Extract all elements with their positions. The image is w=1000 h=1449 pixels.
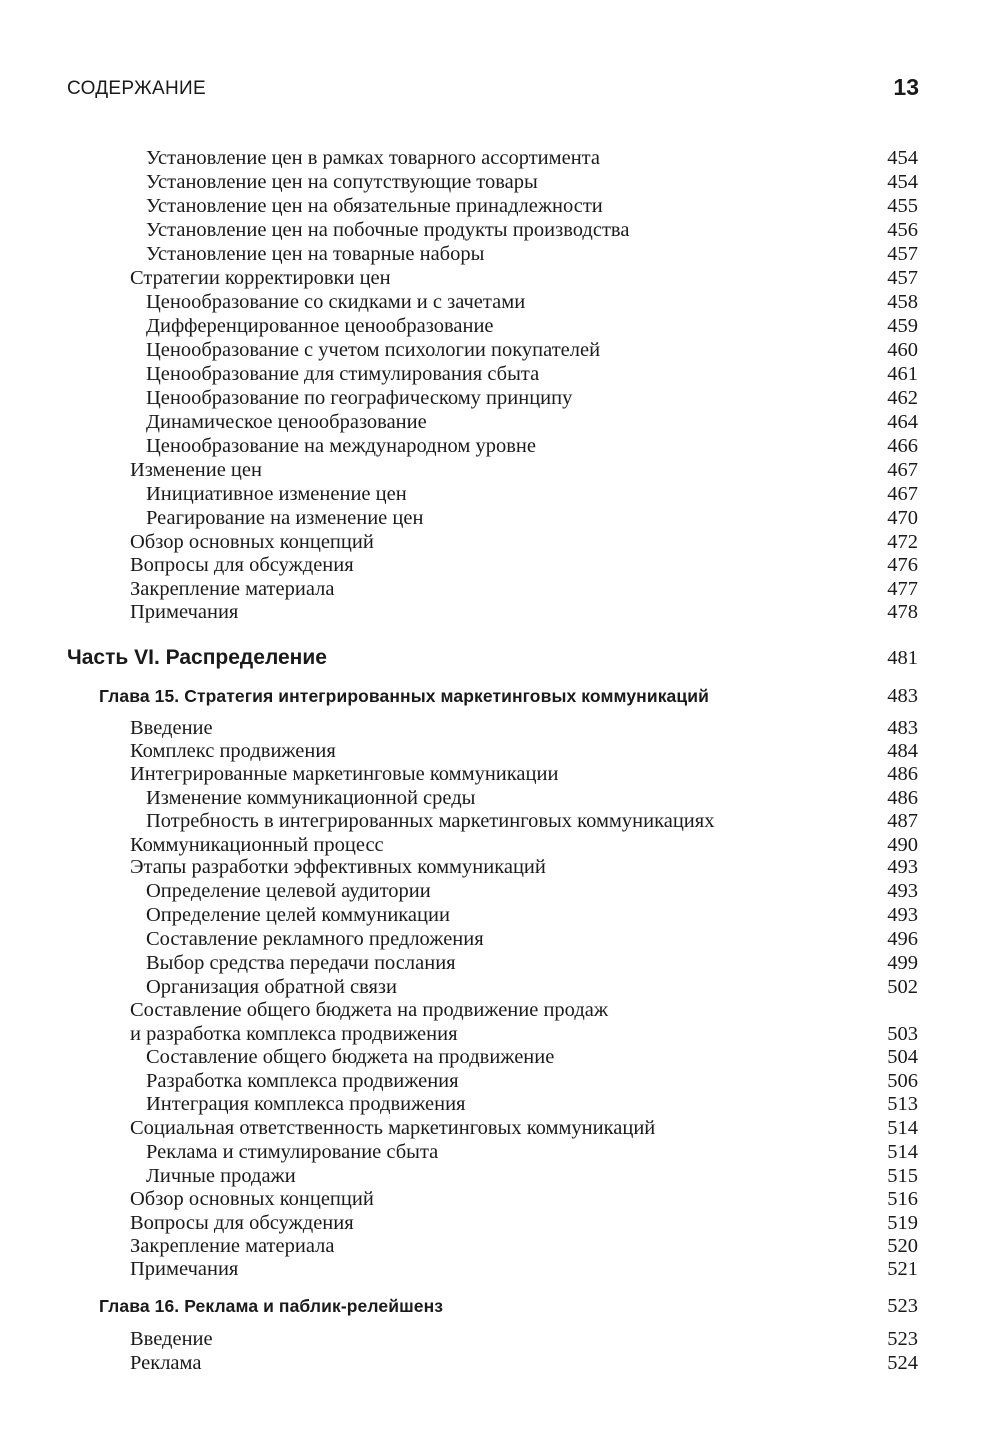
toc-entry-title: Интегрированные маркетинговые коммуникации bbox=[130, 763, 559, 785]
toc-entry-title: Потребность в интегрированных маркетинговых коммуникациях bbox=[146, 810, 715, 832]
toc-entry-title: Примечания bbox=[130, 601, 239, 623]
toc-entry-page: 481 bbox=[887, 647, 918, 669]
toc-entry-page: 476 bbox=[887, 554, 918, 576]
toc-entry-title: Ценообразование на международном уровне bbox=[146, 435, 537, 457]
toc-entry-title: Определение целей коммуникации bbox=[146, 904, 450, 926]
toc-entry-sub bbox=[146, 1045, 918, 1069]
toc-entry bbox=[130, 1022, 918, 1046]
toc-entry-page: 458 bbox=[887, 291, 918, 313]
toc-entry-page: 503 bbox=[887, 1023, 918, 1045]
toc-entry-page: 483 bbox=[887, 717, 918, 739]
toc-entry-title: Установление цен на побочные продукты производства bbox=[146, 219, 630, 241]
toc-entry-sub bbox=[146, 809, 918, 833]
toc-entry-title: Комплекс продвижения bbox=[130, 740, 336, 762]
toc-entry-sub bbox=[146, 194, 918, 218]
toc-entry-page: 490 bbox=[887, 834, 918, 856]
toc-entry bbox=[130, 762, 918, 786]
toc-entry-sub bbox=[146, 482, 918, 506]
toc-entry-title: Обзор основных концепций bbox=[130, 531, 374, 553]
toc-entry bbox=[130, 266, 918, 290]
toc-entry-title: Составление общего бюджета на продвижение bbox=[146, 1046, 555, 1068]
toc-entry-page: 467 bbox=[887, 483, 918, 505]
toc-entry bbox=[130, 458, 918, 482]
toc-entry bbox=[130, 1351, 918, 1375]
toc-entry-sub bbox=[146, 975, 918, 999]
toc-entry-title: Инициативное изменение цен bbox=[146, 483, 407, 505]
toc-entry-title: Примечания bbox=[130, 1258, 239, 1280]
toc-entry-title: Ценообразование для стимулирования сбыта bbox=[146, 363, 540, 385]
toc-entry-title: Выбор средства передачи послания bbox=[146, 952, 456, 974]
toc-chapter-heading bbox=[99, 1294, 918, 1318]
toc-entry-page: 524 bbox=[887, 1352, 918, 1374]
toc-entry-sub bbox=[146, 290, 918, 314]
toc-entry-title: Ценообразование с учетом психологии покупателей bbox=[146, 339, 601, 361]
toc-entry-sub bbox=[146, 434, 918, 458]
toc-entry-title: Социальная ответственность маркетинговых коммуникаций bbox=[130, 1117, 656, 1139]
toc-entry-page: 486 bbox=[887, 787, 918, 809]
toc-entry-page: 506 bbox=[887, 1070, 918, 1092]
toc-entry-title: Разработка комплекса продвижения bbox=[146, 1070, 459, 1092]
toc-entry-page: 454 bbox=[887, 147, 918, 169]
toc-entry bbox=[130, 833, 918, 857]
toc-entry-page: 459 bbox=[887, 315, 918, 337]
toc-entry-sub bbox=[146, 927, 918, 951]
toc-entry-page: 496 bbox=[887, 928, 918, 950]
toc-entry-title: Установление цен в рамках товарного ассортимента bbox=[146, 147, 600, 169]
toc-entry-title: Установление цен на сопутствующие товары bbox=[146, 171, 538, 193]
running-head bbox=[67, 76, 919, 106]
toc-entry-sub bbox=[146, 506, 918, 530]
toc-entry-page: 521 bbox=[887, 1258, 918, 1280]
toc-part-heading bbox=[67, 646, 918, 670]
toc-entry-title: Закрепление материала bbox=[130, 578, 335, 600]
toc-entry-sub bbox=[146, 410, 918, 434]
toc-entry-title: Определение целевой аудитории bbox=[146, 880, 431, 902]
toc-entry-page: 484 bbox=[887, 740, 918, 762]
toc-entry-sub bbox=[146, 903, 918, 927]
toc-entry-sub bbox=[146, 786, 918, 810]
toc-entry-sub bbox=[146, 170, 918, 194]
toc-entry-title: Реклама и стимулирование сбыта bbox=[146, 1141, 439, 1163]
toc-entry-page: 514 bbox=[887, 1141, 918, 1163]
toc-entry bbox=[130, 1211, 918, 1235]
toc-entry-title: Личные продажи bbox=[146, 1165, 296, 1187]
toc-entry-page: 454 bbox=[887, 171, 918, 193]
toc-entry-title: Составление рекламного предложения bbox=[146, 928, 484, 950]
toc-entry-title: Коммуникационный процесс bbox=[130, 834, 384, 856]
toc-entry-page: 513 bbox=[887, 1093, 918, 1115]
toc-entry-title: Часть VI. Распределение bbox=[67, 646, 327, 669]
toc-entry bbox=[130, 855, 918, 879]
toc-entry bbox=[130, 1234, 918, 1258]
toc-entry-title: Динамическое ценообразование bbox=[146, 411, 427, 433]
toc-entry-title: Установление цен на обязательные принадлежности bbox=[146, 195, 603, 217]
toc-entry-sub bbox=[146, 951, 918, 975]
toc-entry-page: 478 bbox=[887, 601, 918, 623]
toc-entry-page: 523 bbox=[887, 1328, 918, 1350]
toc-entry-title: Введение bbox=[130, 1328, 213, 1350]
toc-chapter-heading bbox=[99, 684, 918, 708]
toc-entry-page: 461 bbox=[887, 363, 918, 385]
toc-entry-title: Ценообразование со скидками и с зачетами bbox=[146, 291, 526, 313]
toc-entry-page: 467 bbox=[887, 459, 918, 481]
toc-entry-page: 456 bbox=[887, 219, 918, 241]
toc-entry-title: Глава 16. Реклама и паблик-релейшенз bbox=[99, 1296, 444, 1316]
toc-entry bbox=[130, 1257, 918, 1281]
toc-entry-title: Дифференцированное ценообразование bbox=[146, 315, 494, 337]
toc-entry bbox=[130, 1187, 918, 1211]
toc-entry-sub bbox=[146, 218, 918, 242]
toc-entry-page: 523 bbox=[887, 1295, 918, 1317]
toc-entry bbox=[130, 1116, 918, 1140]
toc-entry bbox=[130, 530, 918, 554]
toc-entry bbox=[130, 553, 918, 577]
toc-entry-title: и разработка комплекса продвижения bbox=[130, 1023, 458, 1045]
toc-entry-title: Ценообразование по географическому принципу bbox=[146, 387, 573, 409]
toc-entry-title: Вопросы для обсуждения bbox=[130, 1212, 354, 1234]
toc-entry bbox=[130, 998, 918, 1022]
toc-entry-sub bbox=[146, 314, 918, 338]
toc-entry-title: Изменение коммуникационной среды bbox=[146, 787, 476, 809]
toc-entry-sub bbox=[146, 338, 918, 362]
toc-entry-title: Глава 15. Стратегия интегрированных маркетинговых коммуникаций bbox=[99, 686, 709, 706]
toc-entry-title: Интеграция комплекса продвижения bbox=[146, 1093, 466, 1115]
toc-entry-title: Составление общего бюджета на продвижение продаж bbox=[130, 999, 609, 1021]
toc-entry-page: 470 bbox=[887, 507, 918, 529]
toc-entry-title: Реагирование на изменение цен bbox=[146, 507, 424, 529]
toc-entry-page: 466 bbox=[887, 435, 918, 457]
toc-entry-title: Вопросы для обсуждения bbox=[130, 554, 354, 576]
toc-entry-sub bbox=[146, 146, 918, 170]
toc-entry-sub bbox=[146, 362, 918, 386]
toc-entry-page: 514 bbox=[887, 1117, 918, 1139]
toc-entry bbox=[130, 600, 918, 624]
page-number: 13 bbox=[893, 74, 919, 100]
toc-entry-title: Этапы разработки эффективных коммуникаций bbox=[130, 856, 546, 878]
toc-entry-page: 502 bbox=[887, 976, 918, 998]
toc-entry-page: 493 bbox=[887, 904, 918, 926]
toc-entry-title: Установление цен на товарные наборы bbox=[146, 243, 485, 265]
toc-entry-page: 457 bbox=[887, 267, 918, 289]
toc-entry-sub bbox=[146, 879, 918, 903]
toc-entry-sub bbox=[146, 242, 918, 266]
toc-entry bbox=[130, 1327, 918, 1351]
toc-entry-page: 499 bbox=[887, 952, 918, 974]
toc-entry-title: Организация обратной связи bbox=[146, 976, 397, 998]
toc-entry-page: 455 bbox=[887, 195, 918, 217]
toc-entry bbox=[130, 577, 918, 601]
toc-entry-page: 464 bbox=[887, 411, 918, 433]
toc-entry-page: 486 bbox=[887, 763, 918, 785]
toc-entry-sub bbox=[146, 1092, 918, 1116]
toc-entry-title: Реклама bbox=[130, 1352, 202, 1374]
toc-entry-title: Закрепление материала bbox=[130, 1235, 335, 1257]
running-head-title: СОДЕРЖАНИЕ bbox=[67, 78, 206, 99]
toc-entry-page: 462 bbox=[887, 387, 918, 409]
toc-entry-page: 515 bbox=[887, 1165, 918, 1187]
toc-entry-page: 483 bbox=[887, 685, 918, 707]
toc-entry-page: 460 bbox=[887, 339, 918, 361]
toc-entry-title: Стратегии корректировки цен bbox=[130, 267, 391, 289]
toc-entry-page: 504 bbox=[887, 1046, 918, 1068]
toc-entry bbox=[130, 739, 918, 763]
toc-entry-sub bbox=[146, 1140, 918, 1164]
toc-entry-sub bbox=[146, 1164, 918, 1188]
toc-entry-page: 487 bbox=[887, 810, 918, 832]
toc-entry-sub bbox=[146, 386, 918, 410]
toc-entry-page: 457 bbox=[887, 243, 918, 265]
toc-entry-title: Обзор основных концепций bbox=[130, 1188, 374, 1210]
toc-entry-page: 520 bbox=[887, 1235, 918, 1257]
toc-entry-page: 516 bbox=[887, 1188, 918, 1210]
toc-entry-title: Введение bbox=[130, 717, 213, 739]
toc-entry-page: 493 bbox=[887, 856, 918, 878]
toc-entry-title: Изменение цен bbox=[130, 459, 262, 481]
toc-entry-sub bbox=[146, 1069, 918, 1093]
toc-entry-page: 472 bbox=[887, 531, 918, 553]
toc-entry-page: 493 bbox=[887, 880, 918, 902]
toc-entry-page: 477 bbox=[887, 578, 918, 600]
toc-entry-page: 519 bbox=[887, 1212, 918, 1234]
toc-entry bbox=[130, 716, 918, 740]
